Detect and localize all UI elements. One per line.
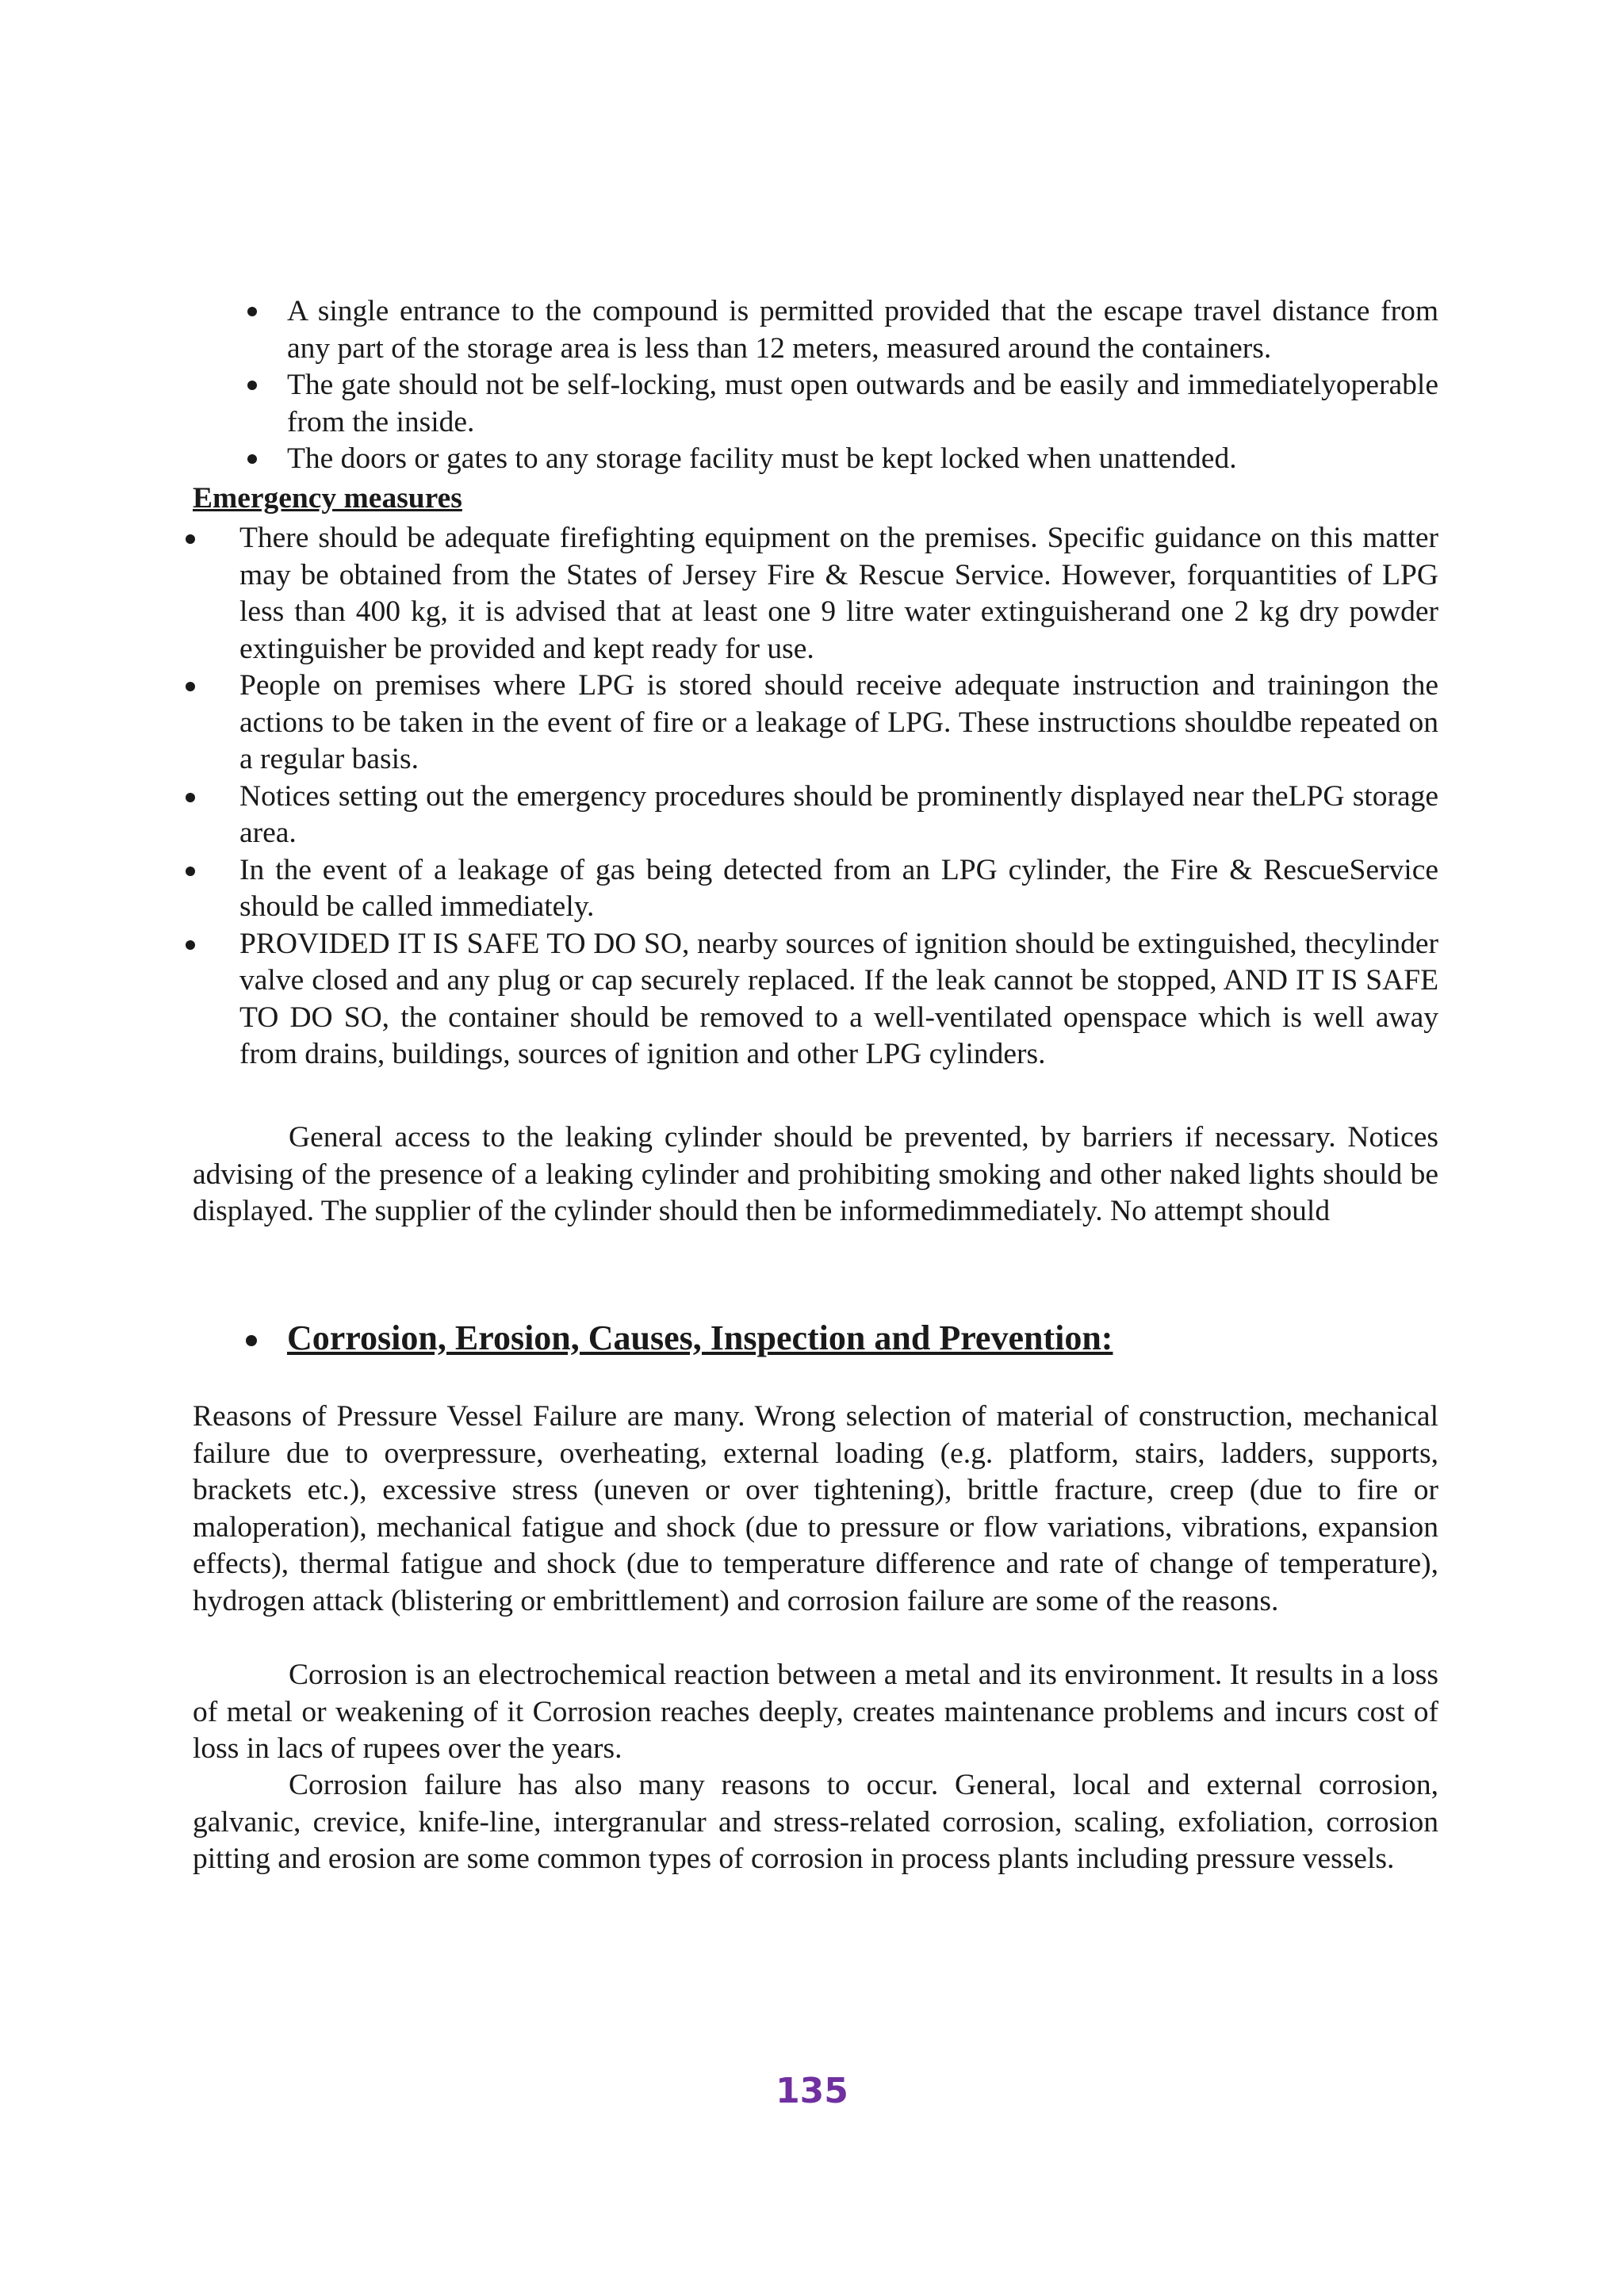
list-item: [239, 520, 1438, 668]
bullet-icon: [246, 1335, 257, 1346]
page-number: 135: [776, 2071, 848, 2111]
bullet-icon: [186, 793, 195, 802]
bullet-icon: [186, 940, 195, 950]
list-item-text: There should be adequate firefighting equipment on the premises. Specific guidance on this matter may be obtained from the States of Jersey Fire & Rescue Service. However, forquantities of LPG less than 400 kg, it is advised that at least one 9 litre water extinguisherand one 2 kg dry powder extinguisher be provided and kept ready for use.: [239, 522, 1438, 665]
bullet-icon: [186, 534, 195, 544]
body-paragraph: Reasons of Pressure Vessel Failure are many. Wrong selection of material of construction, mechanical failure due to overpressure, overheating, external loading (e.g. platform, stairs, ladders, supports, brackets etc.), excessive stress (uneven or over tightening), brittle fracture, creep (due to fire or maloperation), mechanical fatigue and shock (due to pressure or flow variations, vibrations, expansion effects), thermal fatigue and shock (due to temperature difference and rate of change of temperature), hydrogen attack (blistering or embrittlement) and corrosion failure are some of the reasons.: [193, 1400, 1438, 1617]
list-item: [287, 441, 1438, 478]
list-item-text: The gate should not be self-locking, must open outwards and be easily and immediatelyoperable from the inside.: [287, 369, 1438, 438]
list-item: [239, 668, 1438, 779]
bullet-icon: [186, 867, 195, 876]
list-item: [239, 852, 1438, 926]
body-paragraph: Corrosion failure has also many reasons to occur. General, local and external corrosion, galvanic, crevice, knife-line, intergranular and stress-related corrosion, scaling, exfoliation, corrosion pitting and erosion are some common types of corrosion in process plants including pressure vessels.: [193, 1769, 1438, 1875]
emergency-measures-heading: Emergency measures: [193, 482, 462, 515]
bullet-icon: [247, 307, 257, 316]
emergency-bullet-list: [239, 520, 1438, 1073]
list-item-text: PROVIDED IT IS SAFE TO DO SO, nearby sources of ignition should be extinguished, thecylinder valve closed and any plug or cap securely replaced. If the leak cannot be stopped, AND IT IS SAFE TO DO SO, the container should be removed to a well-ventilated openspace which is well away from drains, buildings, sources of ignition and other LPG cylinders.: [239, 927, 1438, 1070]
list-item-text: In the event of a leakage of gas being detected from an LPG cylinder, the Fire & RescueService should be called immediately.: [239, 853, 1438, 923]
list-item: [287, 367, 1438, 441]
body-paragraph: Corrosion is an electrochemical reaction between a metal and its environment. It results in a loss of metal or weakening of it Corrosion reaches deeply, creates maintenance problems and incurs cost of loss in lacs of rupees over the years.: [193, 1659, 1438, 1765]
list-item-text: The doors or gates to any storage facility must be kept locked when unattended.: [287, 442, 1237, 475]
leak-access-paragraph: General access to the leaking cylinder should be prevented, by barriers if necessary. Notices advising of the presence of a leaking cylinder and prohibiting smoking and other naked lights should be displayed. The supplier of the cylinder should then be informedimmediately. No attempt should: [193, 1121, 1438, 1227]
bullet-icon: [247, 381, 257, 390]
list-item: [287, 293, 1438, 367]
section-heading: Corrosion, Erosion, Causes, Inspection and Prevention:: [287, 1318, 1113, 1357]
list-item-text: A single entrance to the compound is permitted provided that the escape travel distance from any part of the storage area is less than 12 meters, measured around the containers.: [287, 295, 1438, 365]
storage-bullet-list: [287, 293, 1438, 478]
bullet-icon: [247, 454, 257, 464]
list-item-text: People on premises where LPG is stored should receive adequate instruction and trainingon the actions to be taken in the event of fire or a leakage of LPG. These instructions shouldbe repeated on a regular basis.: [239, 669, 1438, 775]
list-item: [239, 926, 1438, 1073]
list-item-text: Notices setting out the emergency procedures should be prominently displayed near theLPG storage area.: [239, 779, 1438, 849]
list-item: [239, 779, 1438, 852]
bullet-icon: [186, 682, 195, 691]
